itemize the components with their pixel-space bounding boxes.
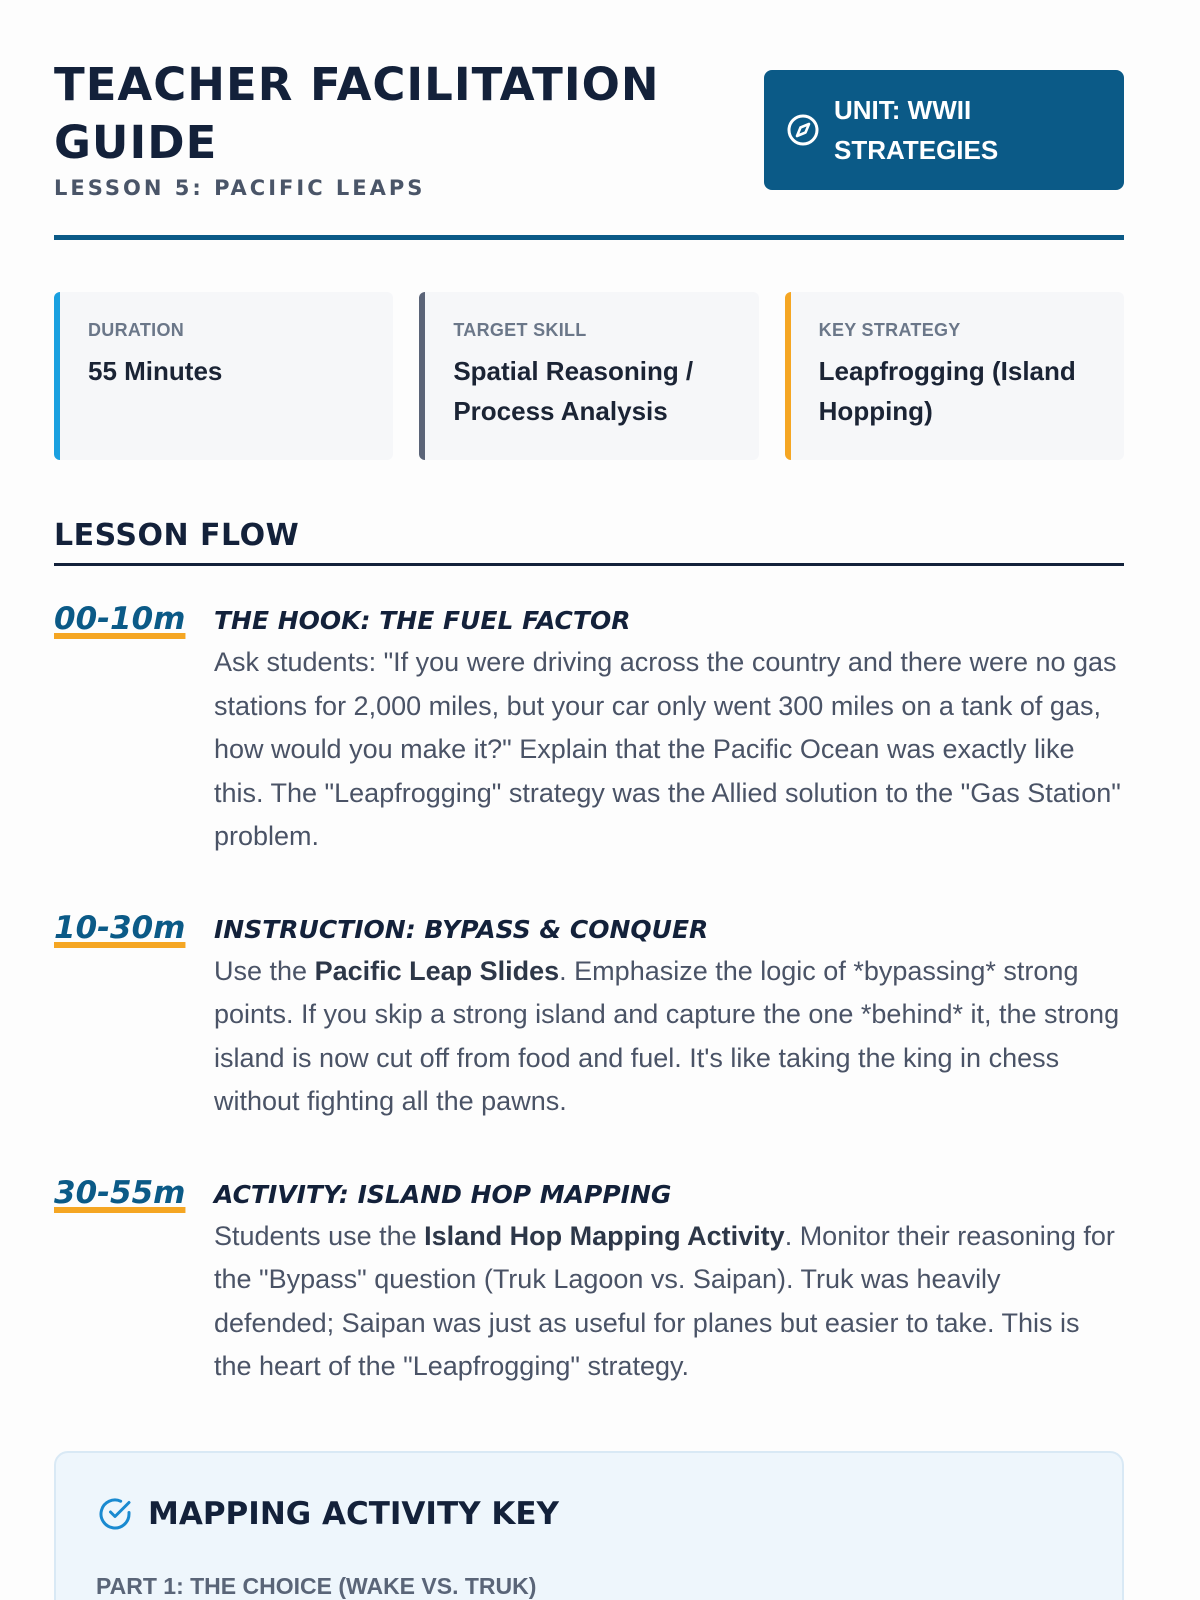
flow-body: [214, 905, 1124, 1124]
key-part-heading: PART 1: THE CHOICE (WAKE VS. TRUK): [96, 1572, 537, 1599]
check-circle-icon: [96, 1495, 134, 1533]
flow-heading: INSTRUCTION: BYPASS & CONQUER: [214, 914, 709, 944]
flow-heading: ACTIVITY: ISLAND HOP MAPPING: [214, 1179, 672, 1209]
compass-icon: [786, 113, 820, 147]
key-title: [96, 1495, 1082, 1533]
lesson-subtitle: LESSON 5: PACIFIC LEAPS: [54, 176, 426, 200]
page-title: TEACHER FACILITATION GUIDE: [54, 58, 660, 169]
unit-label: UNIT: WWII STRATEGIES: [834, 95, 999, 165]
time-range: 30-55m: [54, 1174, 186, 1211]
target-skill-card: [419, 292, 758, 460]
card-label: TARGET SKILL: [453, 320, 587, 340]
card-accent-bar: [419, 292, 425, 460]
flow-text: Use the Pacific Leap Slides. Emphasize the logic of *bypassing* strong points. If you skip a strong island and capture the one *behind* it, the strong island is now cut off from food and fuel. It's like taking the king in chess without fighting all the pawns.: [214, 955, 1120, 1116]
flow-item-activity: [54, 1170, 1124, 1389]
card-value: Leapfrogging (Island Hopping): [818, 356, 1076, 426]
duration-card: [54, 292, 393, 460]
flow-text: Ask students: "If you were driving across the country and there were no gas stations for 2,000 miles, but your car only went 300 miles on a tank of gas, how would you make it?" Explain that the Pacific Ocean was exactly like this. The "Leapfrogging" strategy was the Allied solution to the "Gas Station" problem.: [214, 647, 1121, 851]
resource-link: Pacific Leap Slides: [314, 955, 560, 986]
card-value: 55 Minutes: [88, 356, 223, 386]
flow-body: [214, 596, 1124, 859]
page-header: [54, 0, 1124, 240]
time-range: 00-10m: [54, 601, 186, 637]
unit-badge[interactable]: [764, 70, 1124, 190]
card-value: Spatial Reasoning / Process Analysis: [453, 356, 694, 426]
card-accent-bar: [785, 292, 791, 460]
summary-cards: [54, 292, 1124, 460]
flow-body: [214, 1170, 1124, 1389]
card-label: KEY STRATEGY: [818, 320, 961, 340]
key-title-text: MAPPING ACTIVITY KEY: [148, 1495, 559, 1532]
flow-text: Students use the Island Hop Mapping Activity. Monitor their reasoning for the "Bypass" question (Truk Lagoon vs. Saipan). Truk was heavily defended; Saipan was just as useful for planes but easier to take. This is the heart of the "Leapfrogging" strategy.: [214, 1220, 1115, 1381]
resource-link: Island Hop Mapping Activity: [424, 1220, 785, 1251]
time-range: 10-30m: [54, 909, 186, 946]
card-accent-bar: [54, 292, 60, 460]
card-label: DURATION: [88, 320, 185, 340]
lesson-flow-title: LESSON FLOW: [54, 518, 1124, 566]
mapping-activity-key: [54, 1451, 1124, 1600]
flow-item-instruction: [54, 905, 1124, 1124]
flow-heading: THE HOOK: THE FUEL FACTOR: [214, 606, 631, 635]
title-block: [54, 56, 754, 200]
key-strategy-card: [785, 292, 1124, 460]
flow-item-hook: [54, 596, 1124, 859]
